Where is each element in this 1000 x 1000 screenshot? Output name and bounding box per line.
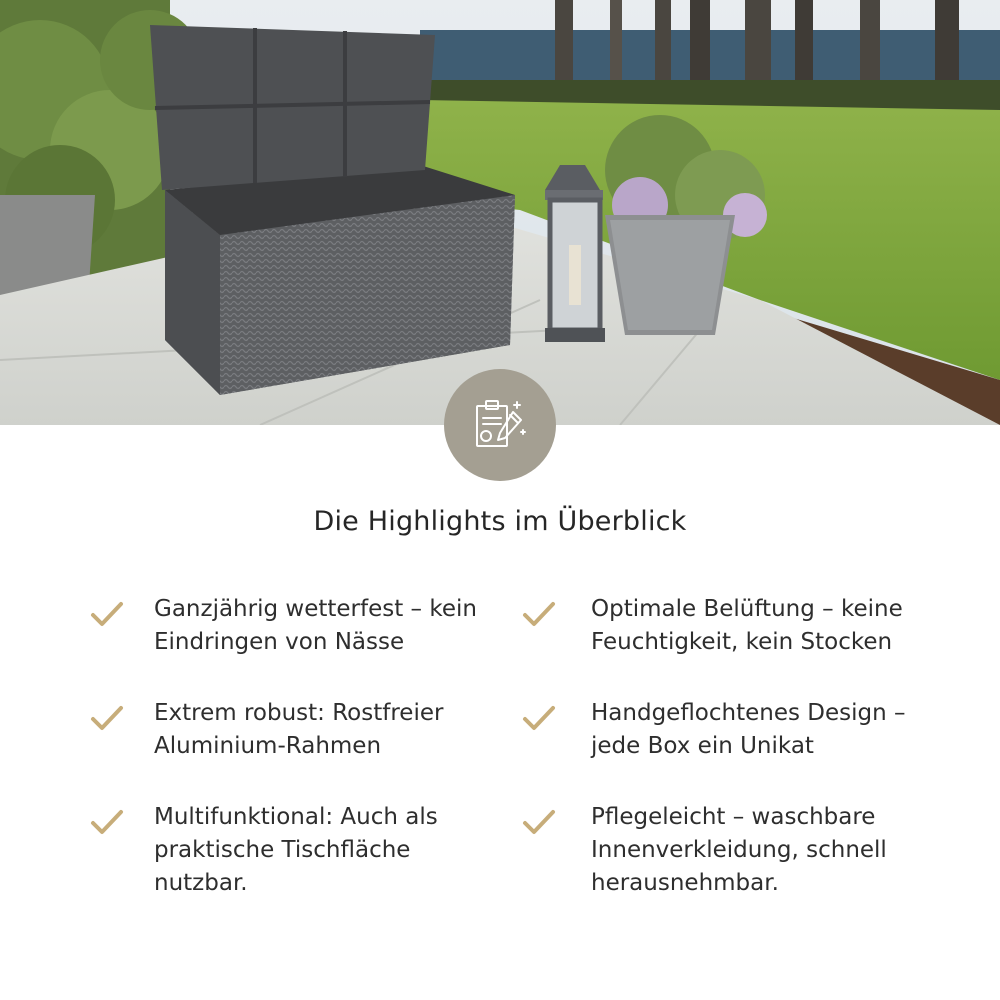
feature-item-multifunctional [90,801,504,900]
section-heading: Die Highlights im Überblick [313,506,687,537]
feature-text: Handgeflochtenes Design – jede Box ein Unikat [591,700,906,759]
feature-item-easy-care [522,801,941,900]
document-pencil-icon [465,390,535,460]
highlights-badge [444,369,556,481]
feature-text: Extrem robust: Rostfreier Aluminium-Rahmen [154,700,444,759]
feature-text: Pflegeleicht – waschbare Innenverkleidung, schnell herausnehmbar. [591,804,887,896]
feature-text: Ganzjährig wetterfest – kein Eindringen von Nässe [154,596,477,655]
garden-storage-box-scene [0,0,1000,425]
check-icon [90,599,124,629]
feature-item-ventilation [522,593,941,659]
check-icon [90,703,124,733]
feature-item-robust [90,697,504,763]
check-icon [522,599,556,629]
check-icon [522,807,556,837]
hero-image [0,0,1000,425]
feature-text: Multifunktional: Auch als praktische Tischfläche nutzbar. [154,804,438,896]
feature-text: Optimale Belüftung – keine Feuchtigkeit, kein Stocken [591,596,903,655]
feature-item-weatherproof [90,593,504,659]
check-icon [90,807,124,837]
feature-item-handwoven [522,697,941,763]
check-icon [522,703,556,733]
